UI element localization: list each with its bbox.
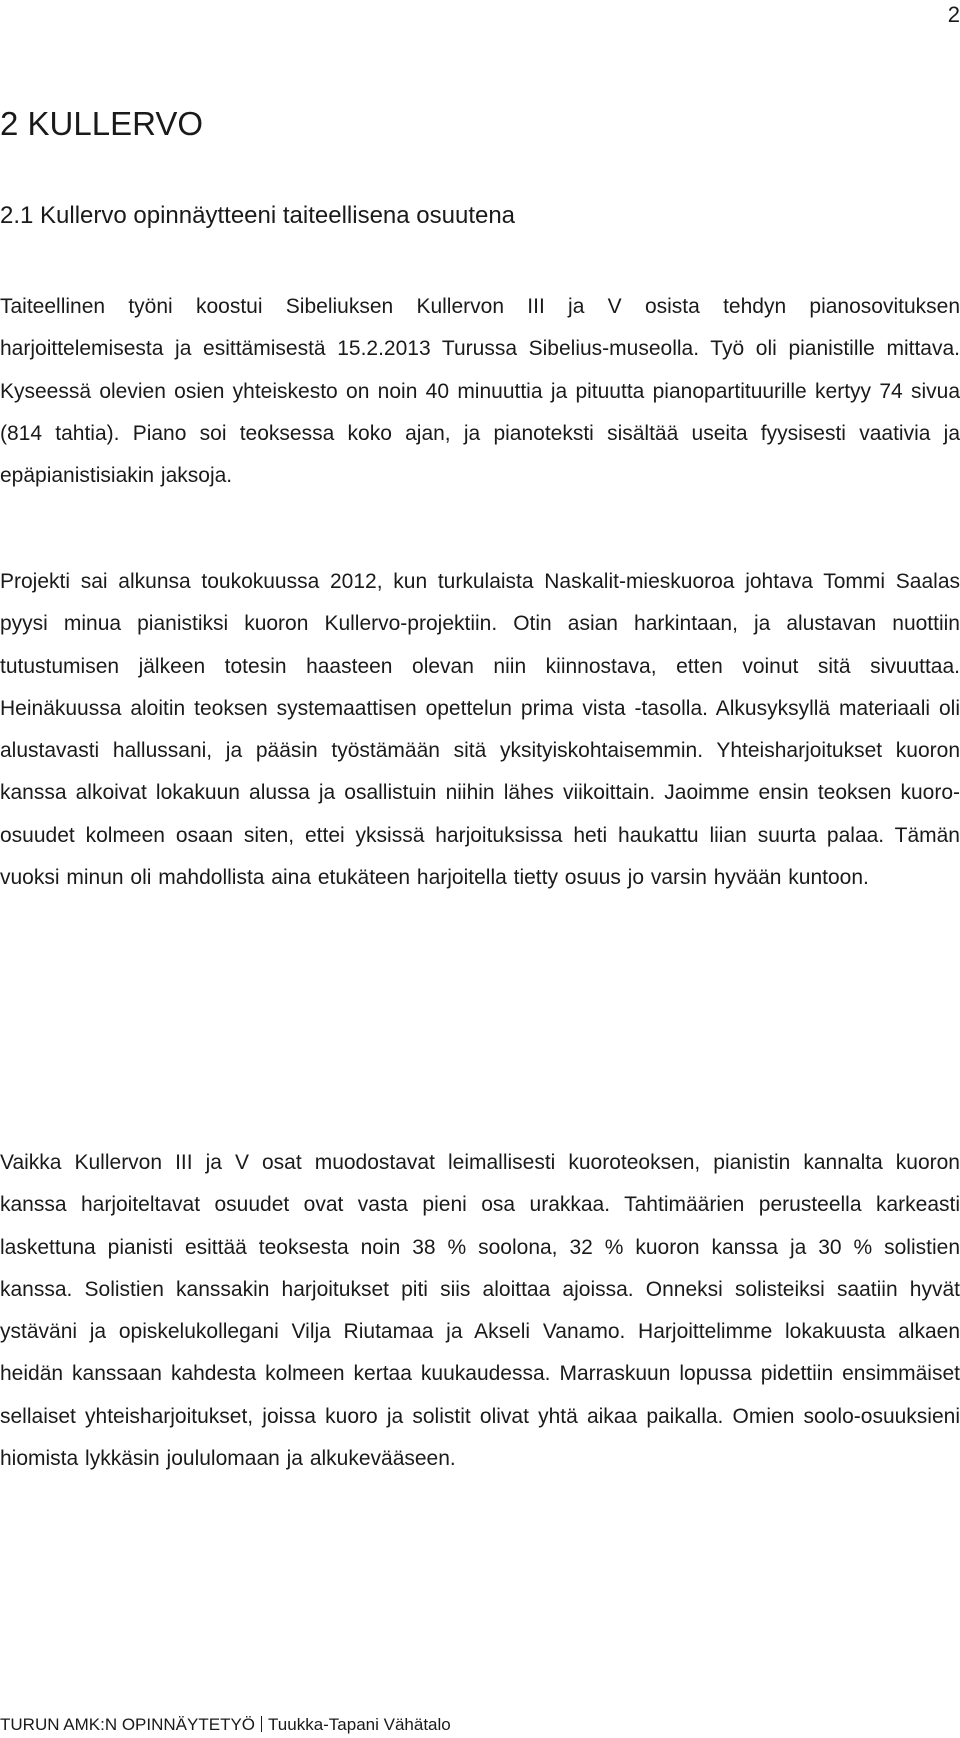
section-heading: 2.1 Kullervo opinnäytteeni taiteellisena osuutena [0, 202, 516, 229]
body-paragraph: Vaikka Kullervon III ja V osat muodostavat leimallisesti kuoroteoksen, pianistin kannalta kuoron kanssa harjoiteltavat osuudet ovat vasta pieni osa urakkaa. Tahtimäärien perusteella karkeasti laskettuna pianisti esittää teoksesta noin 38 % soolona, 32 % kuoron kanssa ja 30 % solistien kanssa. Solistien kanssakin harjoitukset piti siis aloittaa ajoissa. Onneksi solisteiksi saatiin hyvät ystäväni ja opiskelukollegani Vilja Riutamaa ja Akseli Vanamo. Harjoittelimme lokakuusta alkaen heidän kanssaan kahdesta kolmeen kertaa kuukaudessa. Marraskuun lopussa pidettiin ensimmäiset sellaiset yhteisharjoitukset, joissa kuoro ja solistit olivat yhtä aikaa paikalla. Omien soolo-osuuksieni hiomista lykkäsin joululomaan ja alkukevääseen. [0, 1151, 960, 1471]
body-paragraph: Projekti sai alkunsa toukokuussa 2012, kun turkulaista Naskalit-mieskuoroa johtava Tommi Saalas pyysi minua pianistiksi kuoron Kullervo-projektiin. Otin asian harkintaan, ja alustavan nuottiin tutustumisen jälkeen totesin haasteen olevan niin kiinnostava, etten voinut sitä sivuuttaa. Heinäkuussa aloitin teoksen systemaattisen opettelun prima vista -tasolla. Alkusyksyllä materiaali oli alustavasti hallussani, ja pääsin työstämään sitä yksityiskohtaisemmin. Yhteisharjoitukset kuoron kanssa alkoivat lokakuun alussa ja osallistuin niihin lähes viikoittain. Jaoimme ensin teoksen kuoro-osuudet kolmeen osaan siten, ettei yksissä harjoituksissa heti haukattu liian suurta palaa. Tämän vuoksi minun oli mahdollista aina etukäteen harjoitella tietty osuus jo varsin hyvään kuntoon. [0, 570, 960, 890]
page-number: 2 [947, 2, 960, 27]
footer-institution: TURUN AMK:N OPINNÄYTETYÖ [0, 1715, 256, 1734]
body-paragraph: Taiteellinen työni koostui Sibeliuksen Kullervon III ja V osista tehdyn pianosovituksen harjoittelemisesta ja esittämisestä 15.2.2013 Turussa Sibelius-museolla. Työ oli pianistille mittava. Kyseessä olevien osien yhteiskesto on noin 40 minuuttia ja pituutta pianopartituurille kertyy 74 sivua (814 tahtia). Piano soi teoksessa koko ajan, ja pianoteksti sisältää useita fyysisesti vaativia ja epäpianistisiakin jaksoja. [0, 295, 960, 488]
footer-separator [261, 1716, 262, 1732]
chapter-heading: 2 KULLERVO [0, 105, 203, 142]
page-footer [0, 1715, 451, 1735]
footer-author: Tuukka-Tapani Vähätalo [268, 1715, 451, 1734]
